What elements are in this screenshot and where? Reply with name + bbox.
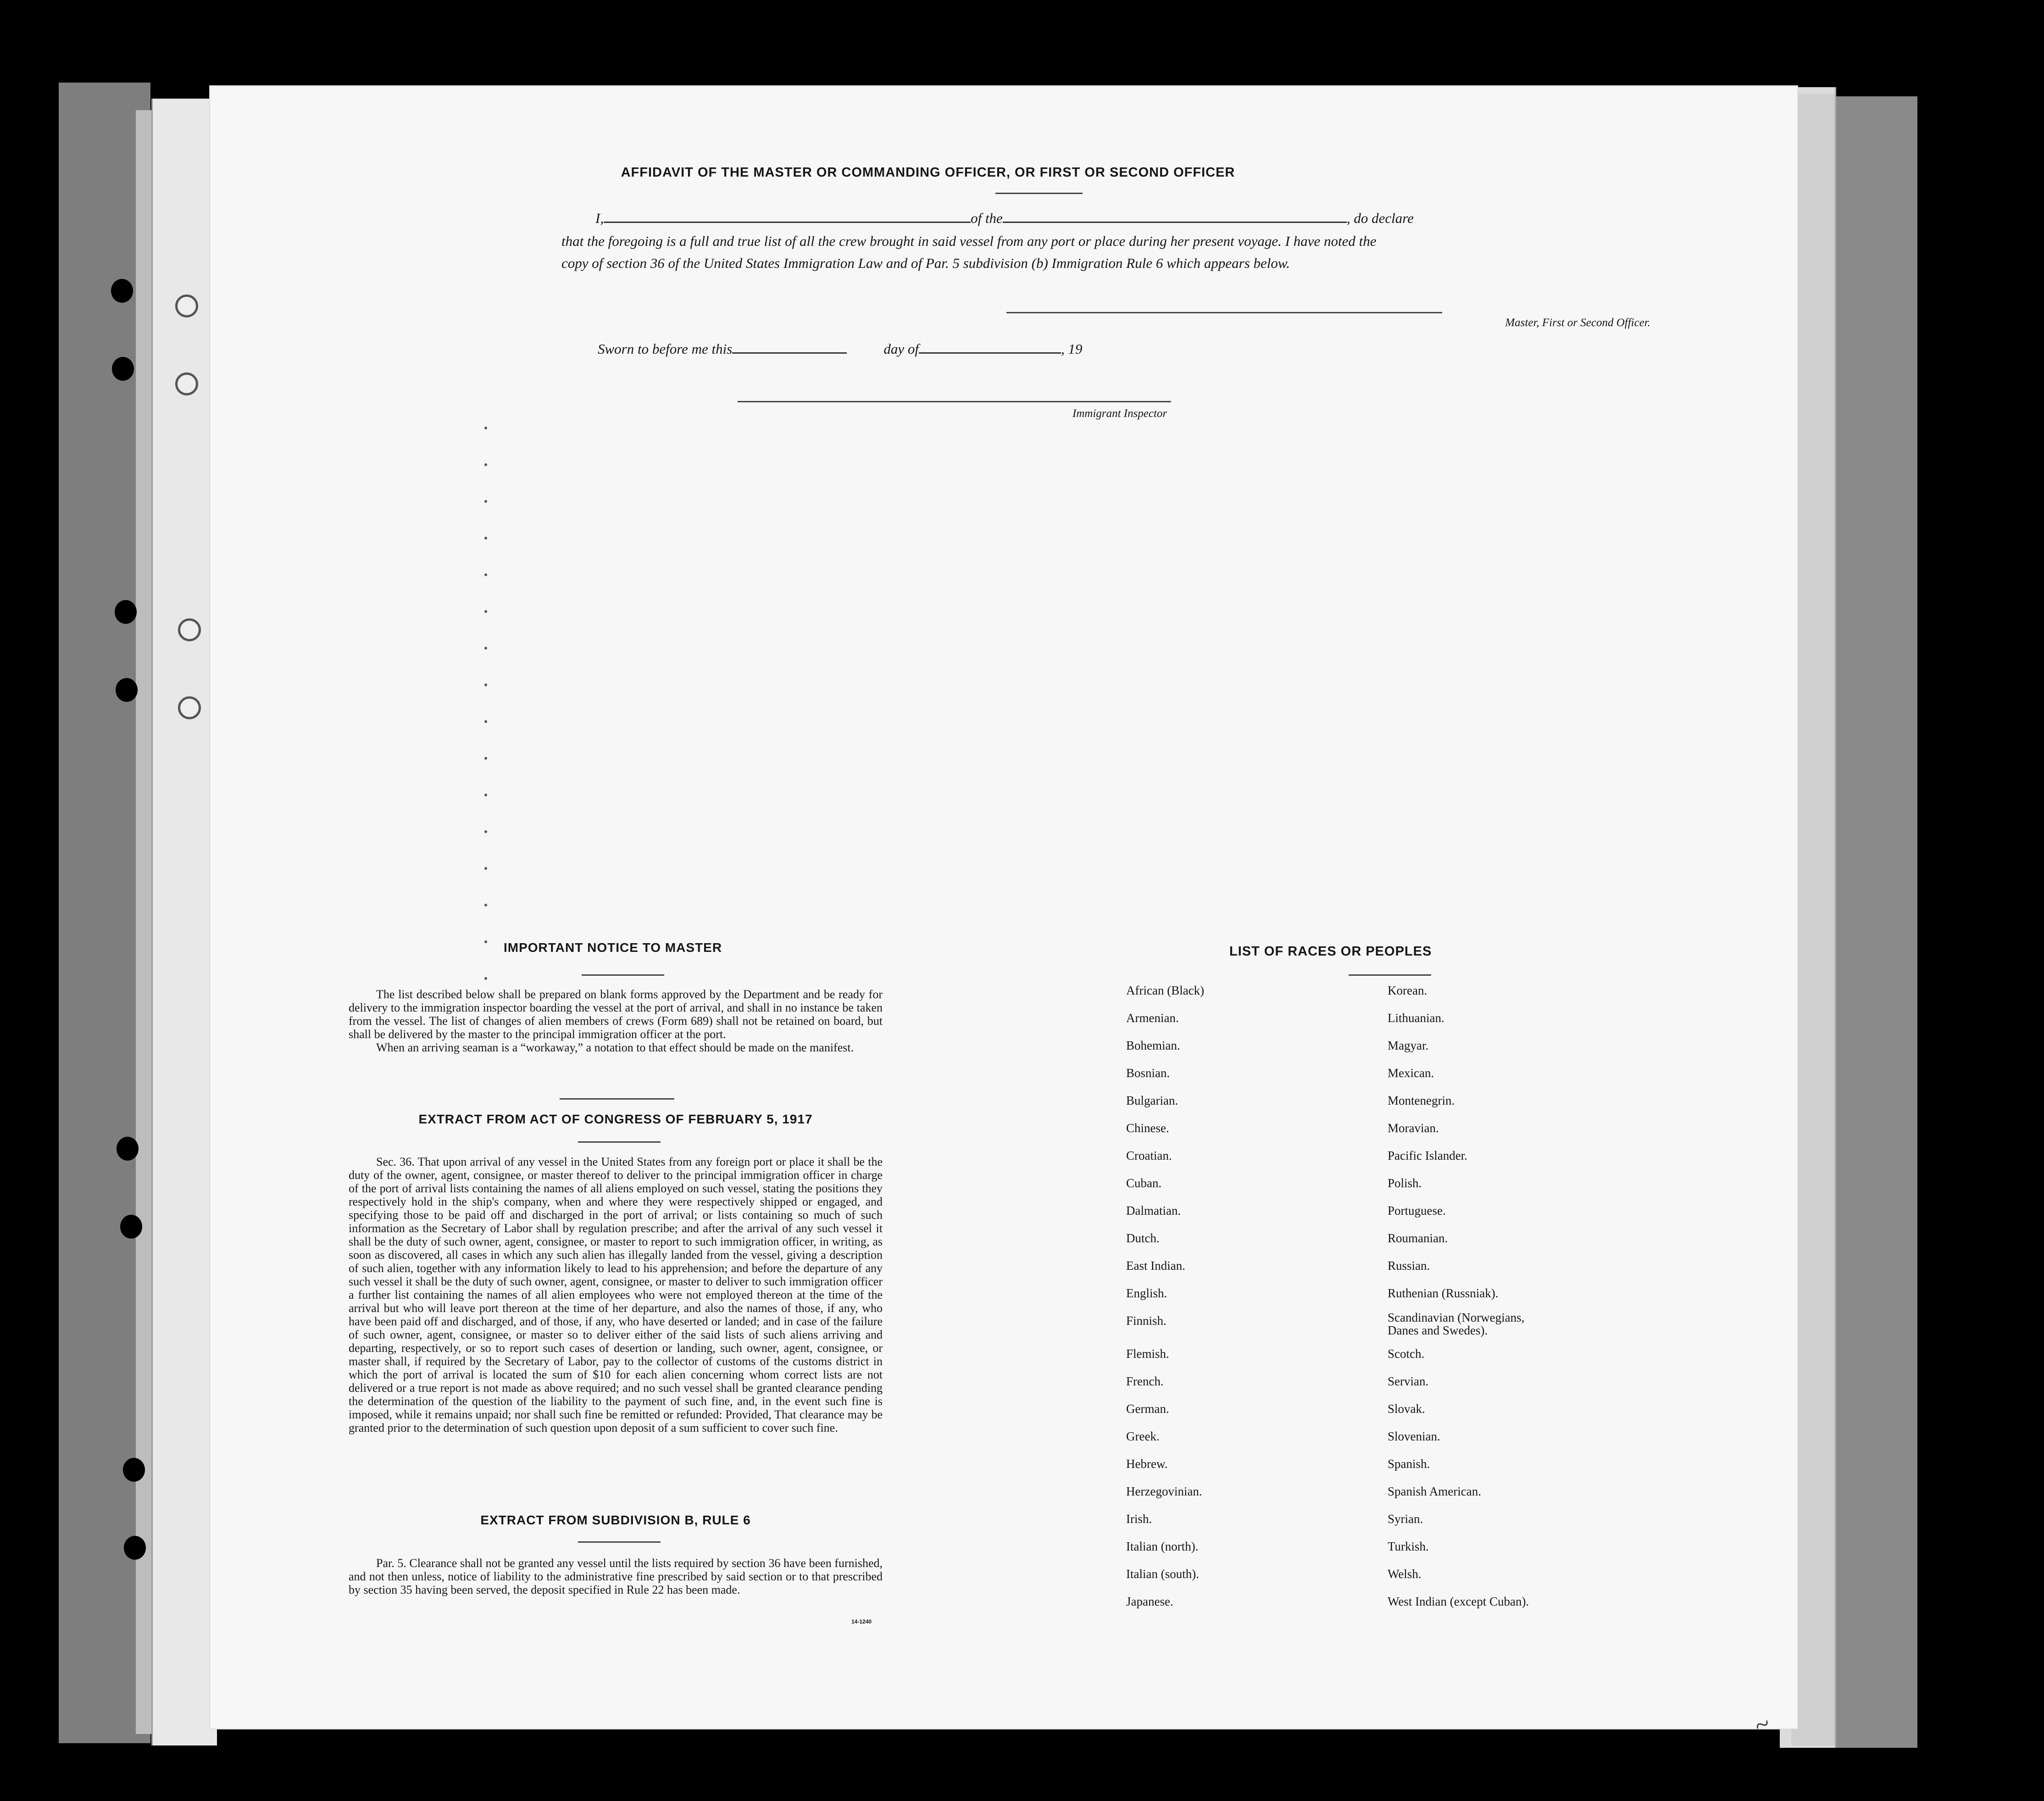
race-item: Moravian.	[1388, 1121, 1439, 1135]
race-item: Armenian.	[1126, 1011, 1179, 1025]
race-item: Lithuanian.	[1388, 1011, 1444, 1025]
punch-ring	[178, 618, 201, 641]
race-item: Finnish.	[1126, 1314, 1166, 1328]
inspector-signature-line[interactable]	[738, 401, 1171, 402]
punch-hole	[116, 678, 138, 702]
race-item: Spanish American.	[1388, 1484, 1481, 1498]
par-5-text: Par. 5. Clearance shall not be granted any vessel until the lists required by section 36 have been furnished, and not then unless, notice of liability to the administrative fine prescribed by said section or to that prescribed by section 35 having been served, the deposit specified in Rule 22 has been made.	[349, 1556, 883, 1596]
race-item: Korean.	[1388, 984, 1427, 997]
sworn-day-blank[interactable]	[732, 352, 847, 354]
sworn-year: , 19	[1061, 341, 1083, 357]
race-item: Cuban.	[1126, 1176, 1162, 1190]
race-item: Pacific Islander.	[1388, 1149, 1467, 1162]
race-item: African (Black)	[1126, 984, 1205, 997]
races-title: LIST OF RACES OR PEOPLES	[1229, 944, 1432, 959]
sworn-day-of: day of	[883, 341, 919, 357]
vessel-blank[interactable]	[1003, 222, 1347, 223]
race-item: Bulgarian.	[1126, 1094, 1178, 1107]
form-number: 14-1240	[851, 1618, 872, 1625]
punch-hole	[112, 357, 134, 381]
notice-paragraph-2: When an arriving seaman is a “workaway,” a notation to that effect should be made on the manifest.	[376, 1041, 854, 1054]
name-blank[interactable]	[604, 222, 971, 223]
race-item: Italian (south).	[1126, 1567, 1199, 1581]
affidavit-declaration-line	[595, 210, 1660, 227]
handwritten-mark: ~	[1750, 1709, 1773, 1741]
notice-title: IMPORTANT NOTICE TO MASTER	[504, 940, 722, 955]
manifest-page	[210, 86, 1797, 1741]
race-item: Croatian.	[1126, 1149, 1172, 1162]
punch-hole	[115, 600, 137, 624]
race-item: Polish.	[1388, 1176, 1422, 1190]
rule-extract-body	[349, 1556, 883, 1596]
underlying-sheet-right-2	[1791, 94, 1835, 1745]
race-item: Spanish.	[1388, 1457, 1430, 1471]
signature-line[interactable]	[1006, 312, 1442, 313]
affidavit-line-3: copy of section 36 of the United States Immigration Law and of Par. 5 subdivision (b) Immigration Rule 6 which appears below.	[561, 255, 1290, 271]
race-item: East Indian.	[1126, 1259, 1185, 1273]
race-item: Bohemian.	[1126, 1039, 1180, 1052]
race-item: Magyar.	[1388, 1039, 1429, 1052]
race-item: Servian.	[1388, 1374, 1429, 1388]
race-item: Roumanian.	[1388, 1231, 1448, 1245]
sworn-line	[598, 341, 1377, 357]
affidavit-title: AFFIDAVIT OF THE MASTER OR COMMANDING OFFICER, OR FIRST OR SECOND OFFICER	[621, 165, 1235, 180]
sworn-month-blank[interactable]	[919, 352, 1061, 354]
title-rule	[995, 193, 1083, 194]
act-extract-title: EXTRACT FROM ACT OF CONGRESS OF FEBRUARY 5, 1917	[418, 1112, 813, 1126]
affidavit-i: I,	[595, 210, 604, 226]
race-item: English.	[1126, 1286, 1167, 1300]
race-item: Flemish.	[1126, 1347, 1169, 1361]
race-item: West Indian (except Cuban).	[1388, 1595, 1529, 1608]
race-item: Herzegovinian.	[1126, 1484, 1202, 1498]
race-item: Russian.	[1388, 1259, 1430, 1273]
race-item: Scotch.	[1388, 1347, 1425, 1361]
underlying-sheet-left	[151, 99, 217, 1745]
signature-label: Master, First or Second Officer.	[1505, 317, 1650, 329]
notice-body	[349, 988, 883, 1054]
punch-ring	[175, 295, 198, 317]
race-item: Japanese.	[1126, 1595, 1173, 1608]
race-item: Scandinavian (Norwegians, Danes and Swedes).	[1388, 1311, 1525, 1337]
notice-paragraph-1: The list described below shall be prepared on blank forms approved by the Department and be ready for delivery to the immigration inspector boarding the vessel at the port of arrival, and shall in no instance be taken from the vessel. The list of changes of alien members of crews (Form 689) shall not be retained on board, but shall be delivered by the master to the principal immigration officer at the port.	[349, 988, 883, 1041]
rule-extract-title: EXTRACT FROM SUBDIVISION B, RULE 6	[480, 1513, 751, 1527]
affidavit-of-the: of the	[971, 210, 1003, 226]
race-item: Ruthenian (Russniak).	[1388, 1286, 1499, 1300]
race-item: Welsh.	[1388, 1567, 1422, 1581]
affidavit-line-2: that the foregoing is a full and true list of all the crew brought in said vessel from any port or place during her present voyage. I have noted the	[561, 233, 1377, 249]
race-item: Chinese.	[1126, 1121, 1169, 1135]
punch-hole	[124, 1536, 146, 1560]
punch-hole	[111, 279, 133, 303]
race-item: Slovenian.	[1388, 1429, 1440, 1443]
punch-hole	[120, 1215, 142, 1239]
affidavit-declare: , do declare	[1346, 210, 1414, 226]
race-item: Turkish.	[1388, 1540, 1429, 1553]
section-36-text: Sec. 36. That upon arrival of any vessel in the United States from any foreign port or place it shall be the duty of the owner, agent, consignee, or master thereof to deliver to the principal immigration officer in charge of the port of arrival lists containing the names of all aliens employed on such vessel, stating the positions they respectively hold in the ship's company, when and where they were respectively shipped or engaged, and specifying those to be paid off and discharged in the port of arrival; or lists containing so much of such information as the Secretary of Labor shall by regulation prescribe; and after the arrival of any such vessel it shall be the duty of such owner, agent, consignee, or master to report to such immigration officer, in writing, as soon as discovered, all cases in which any such alien has illegally landed from the vessel, giving a description of such alien, together with any information likely to lead to his apprehension; and before the departure of any such vessel it shall be the duty of such owner, agent, consignee, or master to deliver to such immigration officer a further list containing the names of all alien employees who were not employed thereon at the time of the arrival but who will leave port thereon at the time of her departure, and also the names of those, if any, who have been paid off and discharged, and of those, if any, who have deserted or landed; and in case of the failure of such owner, agent, consignee, or master so to deliver either of the said lists of such aliens arriving and departing, respectively, or so to report such cases of desertion or landing, such owner, agent, consignee, or master shall, if required by the Secretary of Labor, pay to the collector of customs of the customs district in which the port of arrival is located the sum of $10 for each alien concerning whom correct lists are not delivered or a true report is not made as above required; and no such vessel shall be granted clearance pending the determination of the question of the liability to the payment of such fine, and, in the event such fine is imposed, while it remains unpaid; nor shall such fine be remitted or refunded: Provided, That clearance may be granted prior to the determination of such question upon deposit of a sum sufficient to cover such fine.	[349, 1155, 883, 1434]
race-item: Hebrew.	[1126, 1457, 1168, 1471]
race-item: Greek.	[1126, 1429, 1160, 1443]
race-item: Montenegrin.	[1388, 1094, 1455, 1107]
race-item: Portuguese.	[1388, 1204, 1446, 1217]
race-item: Mexican.	[1388, 1066, 1434, 1080]
race-item: Irish.	[1126, 1512, 1152, 1526]
race-item: French.	[1126, 1374, 1164, 1388]
race-item: Dutch.	[1126, 1231, 1160, 1245]
race-item: Dalmatian.	[1126, 1204, 1181, 1217]
race-item: German.	[1126, 1402, 1169, 1416]
punch-ring	[178, 696, 201, 719]
punch-hole	[117, 1137, 139, 1161]
inspector-label: Immigrant Inspector	[1072, 407, 1167, 420]
race-item: Italian (north).	[1126, 1540, 1199, 1553]
punch-ring	[175, 372, 198, 395]
punch-hole	[123, 1458, 145, 1482]
race-item: Syrian.	[1388, 1512, 1423, 1526]
race-item: Slovak.	[1388, 1402, 1425, 1416]
sworn-prefix: Sworn to before me this	[598, 341, 733, 357]
act-extract-body	[349, 1155, 883, 1434]
race-item: Bosnian.	[1126, 1066, 1170, 1080]
